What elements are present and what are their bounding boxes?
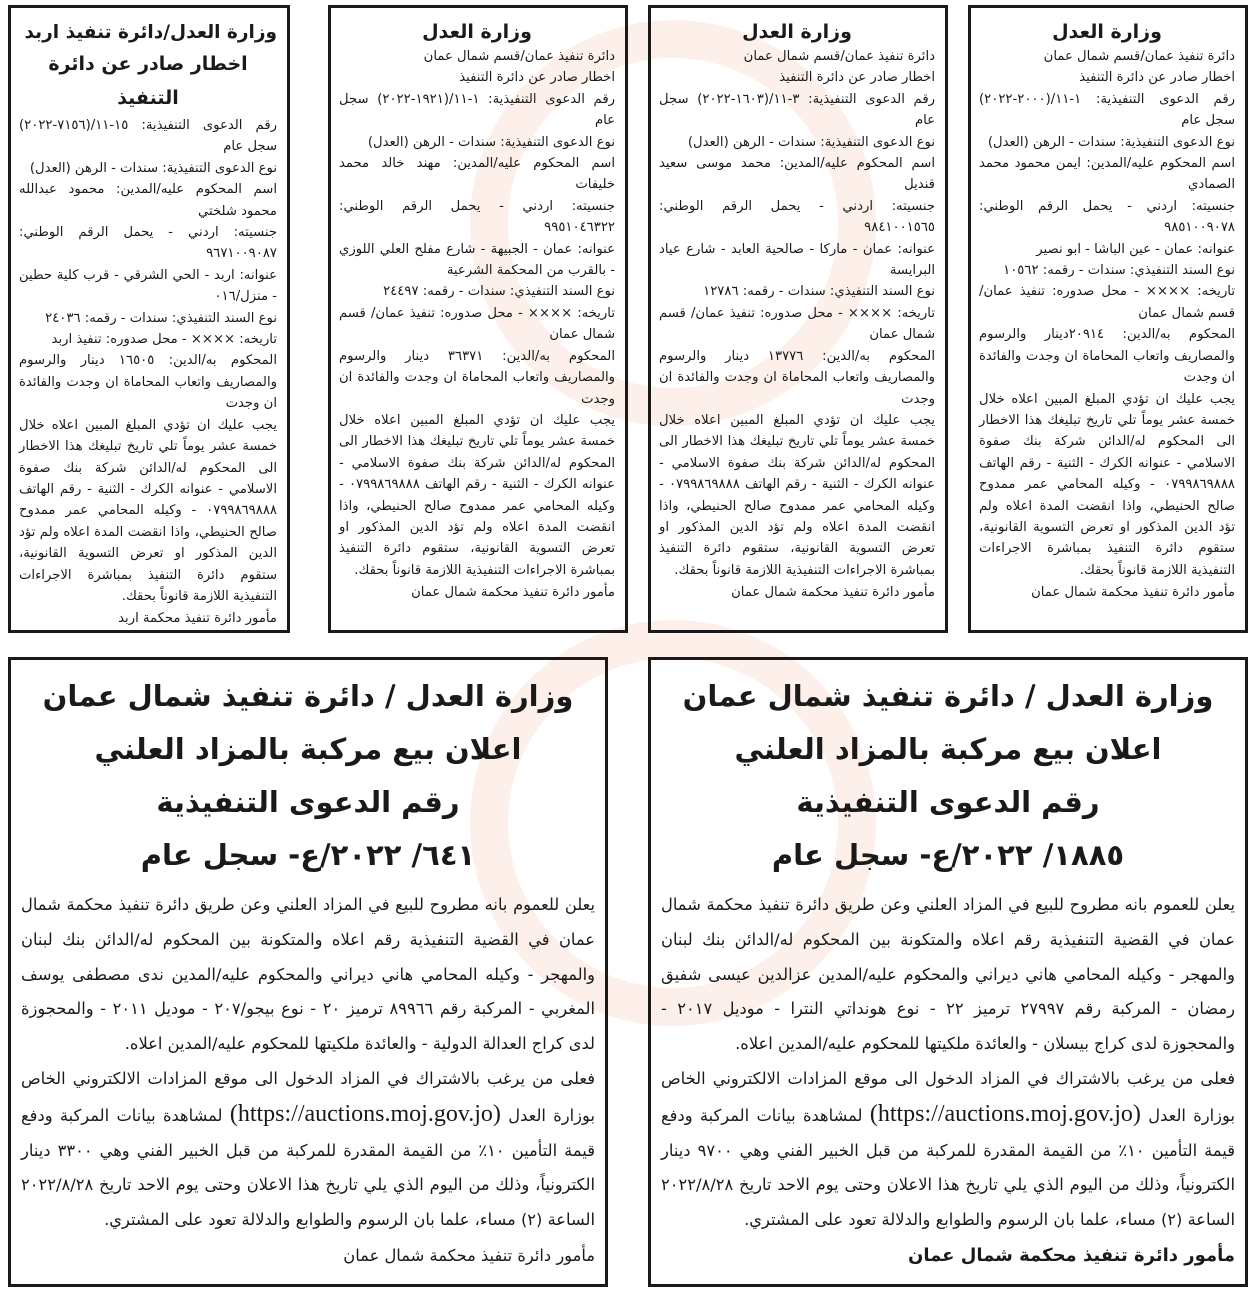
notice-line: اخطار صادر عن دائرة التنفيذ (459, 70, 615, 86)
notice-title: وزارة العدل (742, 21, 852, 43)
execution-notice (648, 5, 948, 633)
notice-line: اسم المحكوم عليه/المدين: محمد موسى سعيد قنديل (659, 156, 935, 193)
notice-line: عنوانه: عمان - الجبيهة - شارع مفلح العلي اللوزي - بالقرب من المحكمة الشرعية (339, 241, 615, 279)
auction-heading: وزارة العدل / دائرة تنفيذ شمال عمان (682, 679, 1214, 713)
execution-notice (328, 5, 628, 633)
auction-intro: يعلن للعموم بانه مطروح للبيع في المزاد العلني وعن طريق دائرة تنفيذ محكمة شمال عمان في القضية التنفيذية رقم اعلاه والمتكونة بين المحكوم له/الدائن بنك لبنان والمهجر - وكيله المحامي هاني ديراني والمحكوم عليه/المدين عزالدين عيسى شفيق رمضان - المركبة رقم ٢٧٩٩٧ ترميز ٢٢ - نوع هونداتي النترا - موديل ٢٠١٧ - والمحجوزة لدى كراج بيسلان - والعائدة ملكيتها للمحكوم عليه/المدين اعلاه. (661, 895, 1236, 1054)
notice-line: نوع الدعوى التنفيذية: سندات - الرهن (العدل) (367, 134, 615, 150)
notice-line: جنسيته: اردني - يحمل الرقم الوطني: ٩٨٥١٠٠٩٠٧٨ (979, 198, 1235, 236)
auction-instructions (21, 1062, 595, 1238)
execution-notice (968, 5, 1248, 633)
notice-line: تاريخه: ×××× - محل صدوره: تنفيذ عمان/ قسم شمال عمان (979, 284, 1235, 321)
notice-line: المحكوم به/الدين: ٣٦٣٧١ دينار والرسوم والمصاريف واتعاب المحاماة ان وجدت والفائدة ان وجدت (339, 348, 615, 407)
notice-line: المحكوم به/الدين: ٢٠٩١٤دينار والرسوم والمصاريف واتعاب المحاماة ان وجدت والفائدة ان وجدت (979, 327, 1235, 386)
auction-text: لمشاهدة بيانات المركبة ودفع قيمة التأمين ١٠٪ من القيمة المقدرة للمركبة من قبل الخبير الفني وهي ٩٧٠٠ دينار الكترونياً، وذلك من اليوم الذي يلي تاريخ هذا الاعلان وحتى يوم الاحد تاريخ ٢٠٢٢/٨/٢٨ الساعة (٢) مساء، علما بان الرسوم والطوابع والدلالة تعود على المشتري. (661, 1105, 1235, 1230)
auction-heading: رقم الدعوى التنفيذية (796, 785, 1100, 819)
auction-signature: مأمور دائرة تنفيذ محكمة شمال عمان (907, 1244, 1235, 1266)
notice-line: اخطار صادر عن دائرة التنفيذ (1079, 70, 1235, 86)
notice-line: نوع السند التنفيذي: سندات - رقمه: ١٠٥٦٢ (1003, 263, 1235, 279)
notice-line: نوع السند التنفيذي: سندات - رقمه: ٢٤٤٩٧ (383, 284, 615, 300)
notice-signature: مأمور دائرة تنفيذ محكمة شمال عمان (1031, 585, 1235, 601)
auction-heading: اعلان بيع مركبة بالمزاد العلني (734, 732, 1162, 766)
notice-line: اخطار صادر عن دائرة التنفيذ (779, 70, 935, 86)
notice-signature: مأمور دائرة تنفيذ محكمة اربد (118, 611, 277, 627)
notice-line: رقم الدعوى التنفيذية: ٣-١١/(١٦٠٣-٢٠٢٢) سجل عام (659, 91, 935, 129)
notice-line: نوع السند التنفيذي: سندات - رقمه: ١٢٧٨٦ (703, 284, 935, 300)
notice-line: اسم المحكوم عليه/المدين: محمود عبدالله محمود شلختي (19, 182, 277, 219)
notice-line: نوع الدعوى التنفيذية: سندات - الرهن (العدل) (687, 134, 935, 150)
notice-line: رقم الدعوى التنفيذية: ١-١١/(٢٠٠٠-٢٠٢٢) سجل عام (979, 91, 1235, 129)
notice-line: نوع الدعوى التنفيذية: سندات - الرهن (العدل) (987, 134, 1235, 150)
notice-line: المحكوم به/الدين: ١٦٥٠٥ دينار والرسوم والمصاريف واتعاب المحاماة ان وجدت والفائدة ان وجدت (19, 353, 277, 412)
notice-line: يجب عليك ان تؤدي المبلغ المبين اعلاه خلال خمسة عشر يوماً تلي تاريخ تبليغك هذا الاخطار الى المحكوم له/الدائن شركة بنك صفوة الاسلامي - عنوانه الكرك - الثنية - رقم الهاتف ٠٧٩٩٨٦٩٨٨٨ - وكيله المحامي عمر ممدوح صالح الحنيطي، واذا انقضت المدة اعلاه ولم تؤد الدين المذكور او تعرض التسوية القانونية، ستقوم دائرة التنفيذ بمباشرة الاجراءات التنفيذية اللازمة قانوناً بحقك. (339, 412, 616, 578)
auction-heading: ٦٤١/ ٢٠٢٢/ع- سجل عام (140, 838, 476, 872)
notice-line: عنوانه: عمان - عين الباشا - ابو نصير (1036, 241, 1235, 257)
auction-text: لمشاهدة بيانات المركبة ودفع قيمة التأمين ١٠٪ من القيمة المقدرة للمركبة من قبل الخبير الفني وهي ٣٣٠٠ دينار الكترونياً، وذلك من اليوم الذي يلي تاريخ هذا الاعلان وحتى يوم الاحد تاريخ ٢٠٢٢/٨/٢٨ الساعة (٢) مساء، علما بان الرسوم والطوابع والدلالة تعود على المشتري. (21, 1105, 595, 1230)
auction-heading: رقم الدعوى التنفيذية (156, 785, 460, 819)
notice-line: رقم الدعوى التنفيذية: ١٥-١١/(٧١٥٦-٢٠٢٢) سجل عام (19, 118, 277, 155)
notice-line: اسم المحكوم عليه/المدين: مهند خالد محمد خليفات (339, 156, 615, 193)
auction-notice (8, 657, 608, 1287)
auction-text: فعلى من يرغب بالاشتراك في المزاد الدخول الى موقع المزادات الالكتروني الخاص بوزارة العدل (661, 1068, 1235, 1125)
auction-signature: مأمور دائرة تنفيذ محكمة شمال عمان (343, 1245, 595, 1265)
notice-line: عنوانه: عمان - ماركا - صالحية العابد - شارع عياد البرايسة (659, 241, 935, 279)
notice-line: نوع السند التنفيذي: سندات - رقمه: ٢٤٠٣٦ (45, 310, 277, 326)
notice-signature: مأمور دائرة تنفيذ محكمة شمال عمان (411, 585, 615, 601)
execution-notice (8, 5, 290, 633)
notice-line: دائرة تنفيذ عمان/قسم شمال عمان (743, 49, 935, 64)
auction-heading: ١٨٨٥/ ٢٠٢٢/ع- سجل عام (771, 838, 1125, 872)
notice-line: جنسيته: اردني - يحمل الرقم الوطني: ٩٩٥١٠٤٦٣٢٢ (339, 198, 615, 236)
notice-line: المحكوم به/الدين: ١٣٧٧٦ دينار والرسوم والمصاريف واتعاب المحاماة ان وجدت والفائدة ان وجدت (659, 348, 935, 407)
notice-signature: مأمور دائرة تنفيذ محكمة شمال عمان (731, 585, 935, 601)
auction-heading: وزارة العدل / دائرة تنفيذ شمال عمان (42, 679, 574, 713)
notice-line: عنوانه: اربد - الحي الشرقي - قرب كلية حطين - منزل/٠١٦ (19, 267, 277, 305)
notice-line: دائرة تنفيذ عمان/قسم شمال عمان (1043, 49, 1235, 64)
notice-title: وزارة العدل (1052, 21, 1162, 43)
auction-site-link[interactable]: (https://auctions.moj.gov.jo) (869, 1100, 1141, 1127)
notice-subtitle: اخطار صادر عن دائرة التنفيذ (48, 53, 248, 109)
auction-intro: يعلن للعموم بانه مطروح للبيع في المزاد العلني وعن طريق دائرة تنفيذ محكمة شمال عمان في القضية التنفيذية رقم اعلاه والمتكونة بين المحكوم له/الدائن بنك لبنان والمهجر - وكيله المحامي هاني ديراني والمحكوم عليه/المدين ندى مصطفى يوسف المغربي - المركبة رقم ٨٩٩٦٦ ترميز ٢٠ - نوع بيجو/٢٠٧ - موديل ٢٠١١ - والمحجوزة لدى كراج العدالة الدولية - والعائدة ملكيتها للمحكوم عليه/المدين اعلاه. (21, 895, 595, 1054)
auction-site-link[interactable]: (https://auctions.moj.gov.jo) (229, 1100, 501, 1127)
notice-line: نوع الدعوى التنفيذية: سندات - الرهن (العدل) (29, 160, 277, 176)
notice-line: جنسيته: اردني - يحمل الرقم الوطني: ٩٦٧١٠٠٩٠٨٧ (19, 225, 277, 262)
notice-line: تاريخه: ×××× - محل صدوره: تنفيذ عمان/ قسم شمال عمان (659, 305, 935, 343)
auction-instructions (661, 1062, 1235, 1238)
notice-line: يجب عليك ان تؤدي المبلغ المبين اعلاه خلال خمسة عشر يوماً تلي تاريخ تبليغك هذا الاخطار الى المحكوم له/الدائن شركة بنك صفوة الاسلامي - عنوانه الكرك - الثنية - رقم الهاتف ٠٧٩٩٨٦٩٨٨٨ - وكيله المحامي عمر ممدوح صالح الحنيطي، واذا انقضت المدة اعلاه ولم تؤد الدين المذكور او تعرض التسوية القانونية، ستقوم دائرة التنفيذ بمباشرة الاجراءات التنفيذية اللازمة قانوناً بحقك. (979, 391, 1235, 578)
notice-line: تاريخه: ×××× - محل صدوره: تنفيذ اربد (51, 332, 277, 348)
notice-line: رقم الدعوى التنفيذية: ١-١١/(١٩٢١-٢٠٢٢) سجل عام (339, 91, 615, 129)
auction-text: فعلى من يرغب بالاشتراك في المزاد الدخول الى موقع المزادات الالكتروني الخاص بوزارة العدل (21, 1068, 595, 1125)
auction-notice (648, 657, 1248, 1287)
notice-line: يجب عليك ان تؤدي المبلغ المبين اعلاه خلال خمسة عشر يوماً تلي تاريخ تبليغك هذا الاخطار الى المحكوم له/الدائن شركة بنك صفوة الاسلامي - عنوانه الكرك - الثنية - رقم الهاتف ٠٧٩٩٨٦٩٨٨٨ - وكيله المحامي عمر ممدوح صالح الحنيطي، واذا انقضت المدة اعلاه ولم تؤد الدين المذكور او تعرض التسوية القانونية، ستقوم دائرة التنفيذ بمباشرة الاجراءات التنفيذية اللازمة قانوناً بحقك. (19, 417, 277, 604)
notice-line: تاريخه: ×××× - محل صدوره: تنفيذ عمان/ قسم شمال عمان (339, 305, 615, 343)
notice-line: دائرة تنفيذ عمان/قسم شمال عمان (423, 49, 615, 64)
notice-title: وزارة العدل/دائرة تنفيذ اربد (24, 22, 277, 43)
notice-title: وزارة العدل (422, 21, 532, 43)
notice-line: جنسيته: اردني - يحمل الرقم الوطني: ٩٨٤١٠٠١٥٦٥ (659, 198, 935, 236)
notice-line: يجب عليك ان تؤدي المبلغ المبين اعلاه خلال خمسة عشر يوماً تلي تاريخ تبليغك هذا الاخطار الى المحكوم له/الدائن شركة بنك صفوة الاسلامي - عنوانه الكرك - الثنية - رقم الهاتف ٠٧٩٩٨٦٩٨٨٨ - وكيله المحامي عمر ممدوح صالح الحنيطي، واذا انقضت المدة اعلاه ولم تؤد الدين المذكور او تعرض التسوية القانونية، ستقوم دائرة التنفيذ بمباشرة الاجراءات التنفيذية اللازمة قانوناً بحقك. (659, 412, 936, 578)
auction-heading: اعلان بيع مركبة بالمزاد العلني (94, 732, 522, 766)
notice-line: اسم المحكوم عليه/المدين: ايمن محمود محمد الصمادي (979, 156, 1235, 193)
